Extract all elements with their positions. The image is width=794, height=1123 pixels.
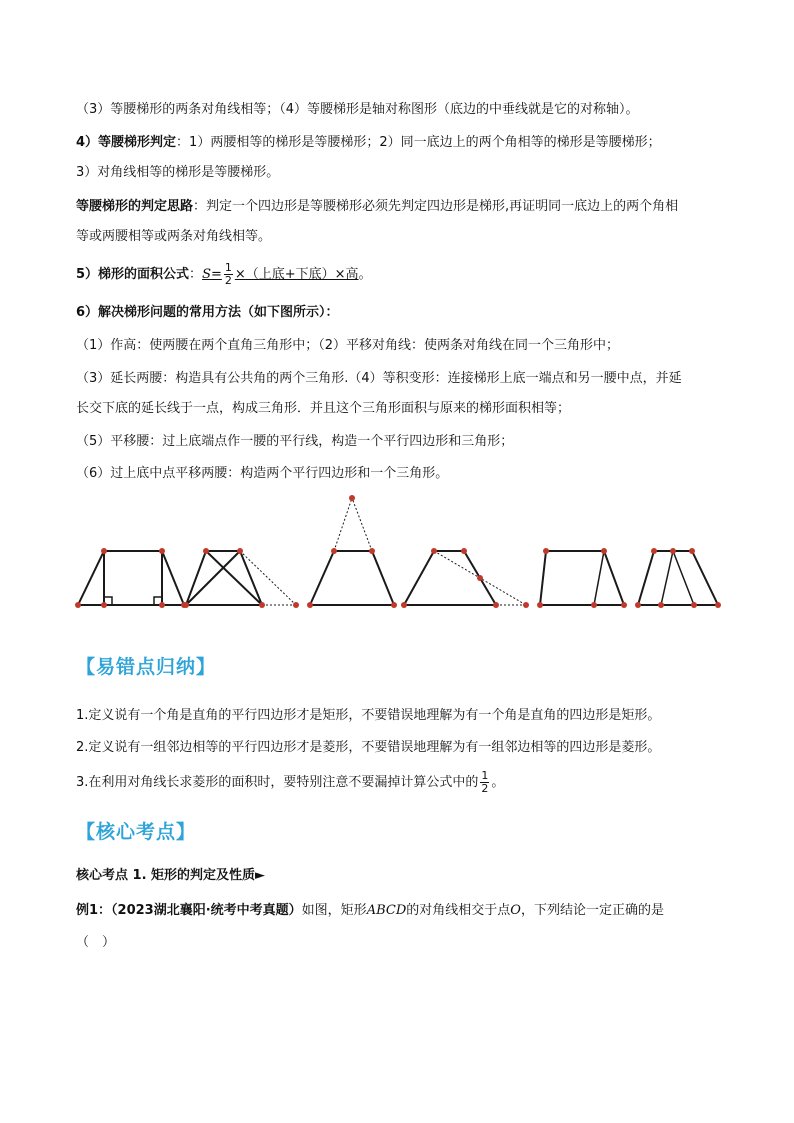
vertex-point xyxy=(493,602,499,608)
vertex-point xyxy=(715,602,721,608)
judge-label: 4）等腰梯形判定 xyxy=(76,135,177,150)
vertex-point xyxy=(461,548,467,554)
vertex-point xyxy=(159,602,165,608)
vertex-point xyxy=(293,602,299,608)
vertex-point xyxy=(391,602,397,608)
errors-heading: 【易错点归纳】 xyxy=(76,656,217,678)
vertex-point xyxy=(75,602,81,608)
vertex-point xyxy=(349,495,355,501)
vertex-point xyxy=(183,602,189,608)
example-label: 例1： xyxy=(76,903,112,918)
vertex-point xyxy=(543,548,549,554)
core-heading: 【核心考点】 xyxy=(76,821,197,843)
fraction-one-half-2: $\frac{1}{2}$ xyxy=(481,769,489,795)
idea-line: 等腰梯形的判定思路：判定一个四边形是等腰梯形必须先判定四边形是梯形,再证明同一底边上的两个角相 xyxy=(76,199,679,214)
vertex-point xyxy=(369,548,375,554)
vertex-point xyxy=(651,548,657,554)
vertex-point xyxy=(670,548,676,554)
vertex-point xyxy=(591,602,597,608)
example-source: （2023湖北襄阳·统考中考真题） xyxy=(111,903,302,918)
method-line-4: （5）平移腰：过上底端点作一腰的平行线，构造一个平行四边形和三角形； xyxy=(76,434,514,449)
diagram-equal-area xyxy=(404,551,526,605)
vertex-point xyxy=(477,575,483,581)
methods-label: 6）解决梯形问题的常用方法（如下图所示）： xyxy=(76,305,339,320)
method-line-2: （3）延长两腰：构造具有公共角的两个三角形.（4）等积变形：连接梯形上底一端点和另一腰中点，并延 xyxy=(76,371,682,386)
vertex-point xyxy=(159,548,165,554)
method-line-3: 长交下底的延长线于一点，构成三角形．并且这个三角形面积与原来的梯形面积相等； xyxy=(76,401,571,416)
fraction-one-half: $\frac{1}{2}$ xyxy=(224,261,232,287)
diagram-extend-legs xyxy=(310,498,394,605)
diagram-points xyxy=(75,495,721,608)
vertex-point xyxy=(689,548,695,554)
method-line-5: （6）过上底中点平移两腰：构造两个平行四边形和一个三角形。 xyxy=(76,466,449,481)
vertex-point xyxy=(691,602,697,608)
vertex-point xyxy=(203,548,209,554)
method-line-1: （1）作高：使两腰在两个直角三角形中；（2）平移对角线：使两条对角线在同一个三角形中； xyxy=(76,338,620,353)
vertex-point xyxy=(635,602,641,608)
diagram-midpoint-legs xyxy=(638,551,718,605)
vertex-point xyxy=(101,602,107,608)
area-symbol: S xyxy=(202,267,211,282)
area-label: 5）梯形的面积公式 xyxy=(76,267,190,282)
vertex-point xyxy=(331,548,337,554)
diagram-translate-diagonal xyxy=(186,551,296,605)
example-answer-paren: （ ） xyxy=(76,935,116,950)
vertex-point xyxy=(523,602,529,608)
core-point-1: 核心考点 1. 矩形的判定及性质► xyxy=(76,868,266,883)
idea-label: 等腰梯形的判定思路 xyxy=(76,199,194,214)
error-item-3: 3.在利用对角线长求菱形的面积时，要特别注意不要漏掉计算公式中的 $\frac{1}{2}$ 。 xyxy=(76,769,505,795)
vertex-point xyxy=(621,602,627,608)
vertex-point xyxy=(537,602,543,608)
vertex-point xyxy=(101,548,107,554)
diagram-translate-leg xyxy=(540,551,624,605)
idea-line-2: 等或两腰相等或两条对角线相等。 xyxy=(76,229,272,244)
property-line-diagonals: （3）等腰梯形的两条对角线相等；（4）等腰梯形是轴对称图形（底边的中垂线就是它的对称轴）。 xyxy=(76,102,639,117)
error-item-2: 2.定义说有一组邻边相等的平行四边形才是菱形，不要错误地理解为有一组邻边相等的四边形是菱形。 xyxy=(76,740,661,755)
vertex-point xyxy=(307,602,313,608)
vertex-point xyxy=(601,548,607,554)
vertex-point xyxy=(259,602,265,608)
vertex-point xyxy=(401,602,407,608)
area-formula-line: 5）梯形的面积公式：S= $\frac{1}{2}$ ×（上底+下底）×高。 xyxy=(76,261,372,287)
diagram-height xyxy=(78,551,184,605)
vertex-point xyxy=(431,548,437,554)
vertex-point xyxy=(658,602,664,608)
judge-line-2: 3）对角线相等的梯形是等腰梯形。 xyxy=(76,165,280,180)
judge-line: 4）等腰梯形判定：1）两腰相等的梯形是等腰梯形；2）同一底边上的两个角相等的梯形是等腰梯形； xyxy=(76,135,661,150)
example-1: 例1：（2023湖北襄阳·统考中考真题）如图，矩形ABCD的对角线相交于点O，下列结论一定正确的是 xyxy=(76,903,664,918)
vertex-point xyxy=(237,548,243,554)
error-item-1: 1.定义说有一个角是直角的平行四边形才是矩形，不要错误地理解为有一个角是直角的四边形是矩形。 xyxy=(76,708,661,723)
